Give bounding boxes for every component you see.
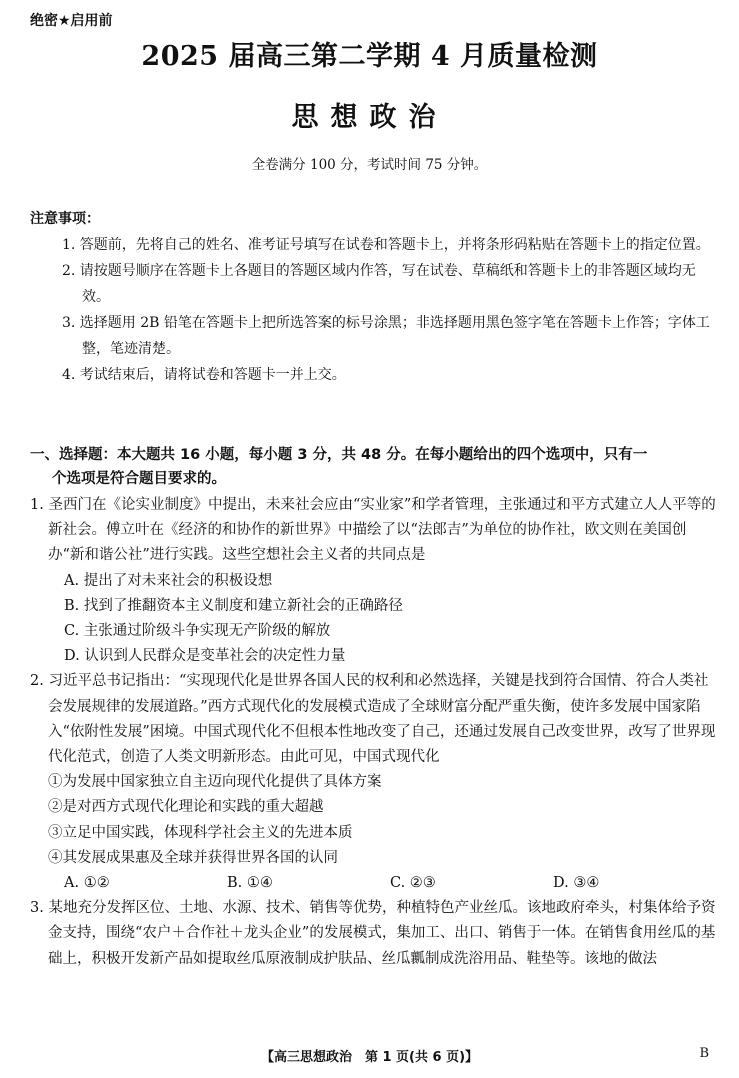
option-a: A. ①②	[64, 875, 110, 892]
section-heading	[30, 443, 715, 491]
option-b: B. 找到了推翻资本主义制度和建立新社会的正确路径	[64, 597, 403, 614]
question-3	[30, 896, 720, 972]
statement-1: ①为发展中国家独立自主迈向现代化提供了具体方案	[48, 774, 382, 791]
option-d: D. ③④	[553, 875, 600, 892]
statement-2: ②是对西方式现代化理论和实践的重大超越	[48, 799, 324, 816]
statement-4: ④其发展成果惠及全球并获得世界各国的认同	[48, 849, 338, 866]
score-info: 全卷满分 100 分，考试时间 75 分钟。	[251, 157, 488, 173]
notice-item: 2. 请按题号顺序在答题卡上各题目的答题区域内作答，写在试卷、草稿纸和答题卡上的非答题区域均无效。	[62, 263, 696, 305]
section-heading-line1: 一、选择题：本大题共 16 小题，每小题 3 分，共 48 分。在每小题给出的四个选项中，只有一	[30, 447, 648, 463]
notice-heading: 注意事项：	[30, 211, 100, 227]
subject-title: 思想政治	[291, 102, 448, 133]
notice-item: 1. 答题前，先将自己的姓名、准考证号填写在试卷和答题卡上，并将条形码粘贴在答题卡上的指定位置。	[62, 237, 710, 253]
question-stem: 3. 某地充分发挥区位、土地、水源、技术、销售等优势，种植特色产业丝瓜。该地政府牵头，村集体给予资金支持，围绕“农户＋合作社＋龙头企业”的发展模式，集加工、出口、销售于一体。在销售食用丝瓜的基础上，积极开发新产品如提取丝瓜原液制成护肤品、丝瓜瓤制成洗浴用品、鞋垫等。该地的做法	[30, 900, 716, 967]
question-1	[30, 493, 720, 669]
question-stem: 1. 圣西门在《论实业制度》中提出，未来社会应由“实业家”和学者管理，主张通过和平方式建立人人平等的新社会。傅立叶在《经济的和协作的新世界》中描绘了以“法郎吉”为单位的协作社，欧文则在美国创办“新和谐公社”进行实践。这些空想社会主义者的共同点是	[30, 497, 716, 564]
exam-title: 2025 届高三第二学期 4 月质量检测	[141, 41, 598, 72]
option-c: C. ②③	[390, 875, 436, 892]
section-heading-line2: 个选项是符合题目要求的。	[52, 471, 226, 487]
option-b: B. ①④	[227, 875, 273, 892]
option-d: D. 认识到人民群众是变革社会的决定性力量	[64, 648, 346, 665]
secret-mark: 绝密★启用前	[30, 13, 113, 29]
question-stem: 2. 习近平总书记指出：“实现现代化是世界各国人民的权利和必然选择，关键是找到符合国情、符合人类社会发展规律的发展道路。”西方式现代化的发展模式造成了全球财富分配严重失衡，使许多发展中国家陷入“依附性发展”困境。中国式现代化不但根本性地改变了自己，还通过发展自己改变世界，改写了世界现代化范式，创造了人类文明新形态。由此可见，中国式现代化	[30, 673, 716, 766]
notice-item: 3. 选择题用 2B 铅笔在答题卡上把所选答案的标号涂黑；非选择题用黑色签字笔在答题卡上作答；字体工整，笔迹清楚。	[62, 315, 710, 357]
option-c: C. 主张通过阶级斗争实现无产阶级的解放	[64, 623, 331, 640]
option-row	[30, 871, 720, 896]
paper-code: B	[699, 1046, 709, 1061]
option-a: A. 提出了对未来社会的积极设想	[64, 572, 273, 589]
question-2	[30, 669, 720, 896]
statement-3: ③立足中国实践，体现科学社会主义的先进本质	[48, 824, 353, 841]
question-list	[30, 493, 720, 972]
notice-list	[62, 232, 722, 388]
page-footer: 【高三思想政治 第 1 页(共 6 页)】	[260, 1050, 479, 1065]
notice-item: 4. 考试结束后，请将试卷和答题卡一并上交。	[62, 367, 346, 383]
